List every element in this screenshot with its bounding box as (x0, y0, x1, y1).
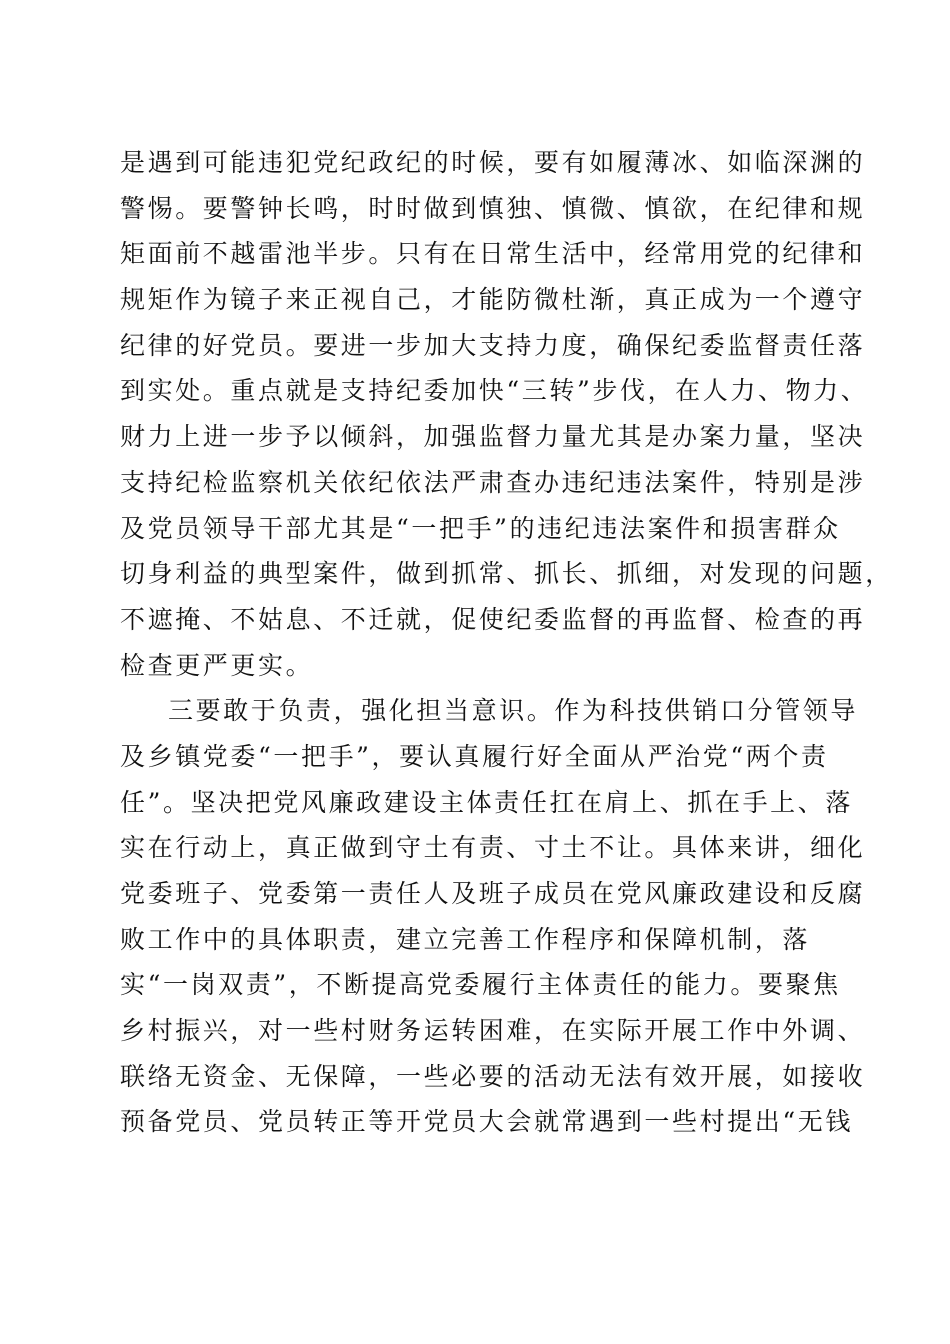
text-line: 败工作中的具体职责，建立完善工作程序和保障机制，落 (120, 924, 811, 954)
text-line: 财力上进一步予以倾斜，加强监督力量尤其是办案力量，坚决 (120, 422, 866, 452)
text-line: 到实处。重点就是支持纪委加快“三转”步伐，在人力、物力、 (120, 376, 869, 406)
text-line: 党委班子、党委第一责任人及班子成员在党风廉政建设和反腐 (120, 879, 866, 908)
text-line: 规矩作为镜子来正视自己，才能防微杜渐，真正成为一个遵守 (120, 285, 866, 315)
text-line: 及党员领导干部尤其是“一把手”的违纪违法案件和损害群众 (120, 513, 841, 543)
text-line: 支持纪检监察机关依纪依法严肃查办违纪违法案件，特别是涉 (120, 467, 866, 497)
text-line: 预备党员、党员转正等开党员大会就常遇到一些村提出“无钱 (120, 1107, 853, 1137)
text-line: 检查更严更实。 (120, 650, 314, 680)
text-line: 矩面前不越雷池半步。只有在日常生活中，经常用党的纪律和 (120, 239, 866, 269)
text-line: 不遮掩、不姑息、不迁就，促使纪委监督的再监督、检查的再 (120, 604, 866, 634)
text-line: 警惕。要警钟长鸣，时时做到慎独、慎微、慎欲，在纪律和规 (120, 193, 866, 223)
text-line: 是遇到可能违犯党纪政纪的时候，要有如履薄冰、如临深渊的 (120, 148, 866, 177)
text-line: 联络无资金、无保障，一些必要的活动无法有效开展，如接收 (120, 1061, 866, 1091)
text-line: 乡村振兴，对一些村财务运转困难，在实际开展工作中外调、 (120, 1016, 866, 1046)
body-text (120, 140, 893, 1145)
text-line: 及乡镇党委“一把手”，要认真履行好全面从严治党“两个责 (120, 741, 829, 771)
paragraph-start-line: 三要敢于负责，强化担当意识。作为科技供销口分管领导 (168, 696, 859, 726)
text-line: 实在行动上，真正做到守土有责、寸土不让。具体来讲，细化 (120, 833, 866, 863)
text-line: 纪律的好党员。要进一步加大支持力度，确保纪委监督责任落 (120, 330, 866, 360)
text-line: 任”。坚决把党风廉政建设主体责任扛在肩上、抓在手上、落 (120, 787, 853, 817)
text-line: 实“一岗双责”，不断提高党委履行主体责任的能力。要聚焦 (120, 970, 841, 1000)
text-line: 切身利益的典型案件，做到抓常、抓长、抓细，对发现的问题， (120, 559, 893, 589)
